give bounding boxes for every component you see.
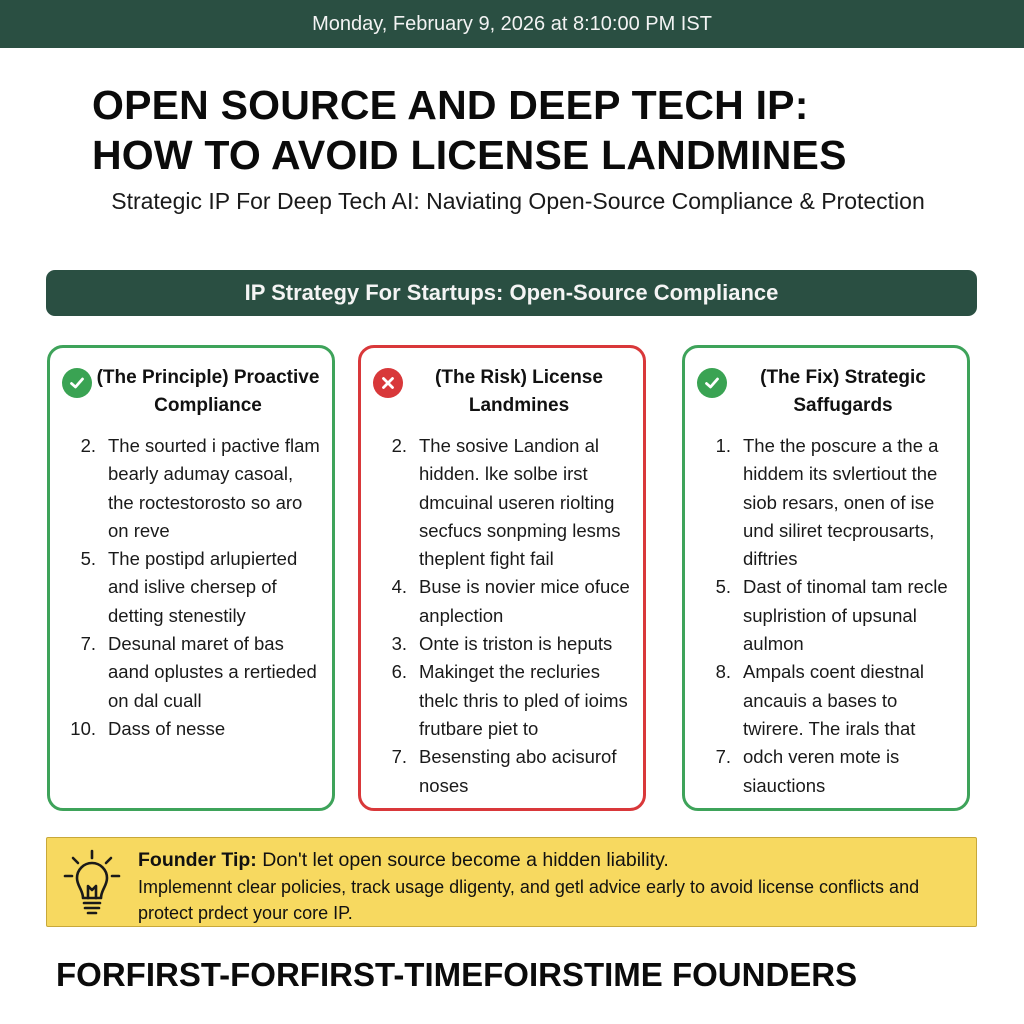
- list-text: Dass of nesse: [108, 717, 226, 739]
- list-item: [373, 432, 633, 573]
- list-number: 2.: [391, 435, 407, 456]
- list-text: odch veren mote is siauctions: [743, 746, 900, 796]
- card-list: [62, 432, 322, 743]
- list-item: [62, 432, 322, 545]
- list-text: Buse is novier mice ofuce anplection: [419, 576, 630, 626]
- risk-card: [358, 345, 646, 811]
- list-number: 3.: [391, 633, 407, 655]
- card-title: (The Principle) Proactive Compliance: [96, 367, 320, 416]
- list-item: [697, 573, 957, 658]
- check-circle-icon: [62, 368, 92, 398]
- list-text: The postipd arlupierted and islive chersep of detting stenestily: [108, 548, 298, 626]
- list-text: Onte is triston is heputs: [419, 633, 613, 655]
- card-title: (The Fix) Strategic Saffugards: [760, 367, 926, 416]
- list-item: [373, 573, 633, 630]
- list-item: [62, 545, 322, 630]
- list-number: 1.: [715, 435, 731, 456]
- title-line-2: HOW TO AVOID LICENSE LANDMINES: [92, 132, 847, 178]
- list-text: Ampals coent diestnal ancauis a bases to twirere. The irals that: [743, 661, 924, 739]
- list-number: 8.: [715, 661, 731, 683]
- section-banner: [46, 270, 977, 316]
- card-header: [373, 364, 635, 422]
- founder-tip-body: Implemennt clear policies, track usage dligenty, and getl advice early to avoid license conflicts and protect prdect your core IP.: [138, 877, 920, 923]
- list-item: [373, 658, 633, 743]
- list-item: [697, 658, 957, 743]
- page-subtitle: Strategic IP For Deep Tech AI: Naviating Open-Source Compliance & Protection: [111, 188, 925, 214]
- founder-tip-headline: [138, 848, 968, 872]
- card-list: [373, 432, 633, 800]
- title-line-1: OPEN SOURCE AND DEEP TECH IP:: [92, 82, 809, 128]
- list-item: [62, 630, 322, 715]
- page-title: [92, 80, 992, 180]
- lightbulb-icon: [61, 848, 123, 920]
- list-number: 7.: [80, 633, 96, 655]
- list-number: 10.: [70, 717, 96, 739]
- list-item: [697, 743, 957, 800]
- list-number: 6.: [391, 661, 407, 683]
- list-text: Makinget the recluries thelc thris to pled of ioims frutbare piet to: [419, 661, 628, 739]
- list-text: The the poscure a the a hiddem its svlertiout the siob resars, onen of ise und siliret tecprousarts, diftries: [743, 435, 939, 570]
- date-time-text: Monday, February 9, 2026 at 8:10:00 PM IST: [312, 12, 712, 35]
- card-title: (The Risk) License Landmines: [435, 367, 603, 416]
- list-text: Besensting abo acisurof noses: [419, 746, 617, 796]
- list-item: [373, 743, 633, 800]
- list-item: [62, 715, 322, 743]
- list-number: 5.: [80, 548, 96, 570]
- card-list: [697, 432, 957, 800]
- card-header: [697, 364, 959, 422]
- founder-tip-headline-text: Don't let open source become a hidden liability.: [262, 849, 669, 871]
- x-circle-icon: [373, 368, 403, 398]
- check-circle-icon: [697, 368, 727, 398]
- list-text: Dast of tinomal tam recle suplristion of upsunal aulmon: [743, 576, 948, 655]
- list-text: The sourted i pactive flam bearly adumay casoal, the roctestorosto so aro on reve: [108, 435, 320, 541]
- principle-card: [47, 345, 335, 811]
- card-header: [62, 364, 324, 422]
- list-item: [697, 432, 957, 573]
- list-number: 7.: [391, 746, 407, 768]
- fix-card: [682, 345, 970, 811]
- section-banner-label: IP Strategy For Startups: Open-Source Compliance: [244, 280, 779, 305]
- founder-tip-box: [46, 837, 977, 927]
- date-header-bar: [0, 0, 1024, 48]
- list-number: 5.: [715, 576, 731, 598]
- list-number: 2.: [80, 435, 96, 456]
- list-number: 7.: [715, 746, 731, 768]
- list-text: The sosive Landion al hidden. lke solbe irst dmcuinal useren riolting secfucs sonpming lesms theplent fight fail: [419, 435, 621, 570]
- founder-tip-label: Founder Tip:: [138, 849, 257, 871]
- list-number: 4.: [391, 576, 407, 598]
- list-text: Desunal maret of bas aand oplustes a rertieded on dal cuall: [108, 633, 317, 711]
- footer-text: FORFIRST-FORFIRST-TIMEFOIRSTIME FOUNDERS: [56, 956, 858, 993]
- list-item: [373, 630, 633, 658]
